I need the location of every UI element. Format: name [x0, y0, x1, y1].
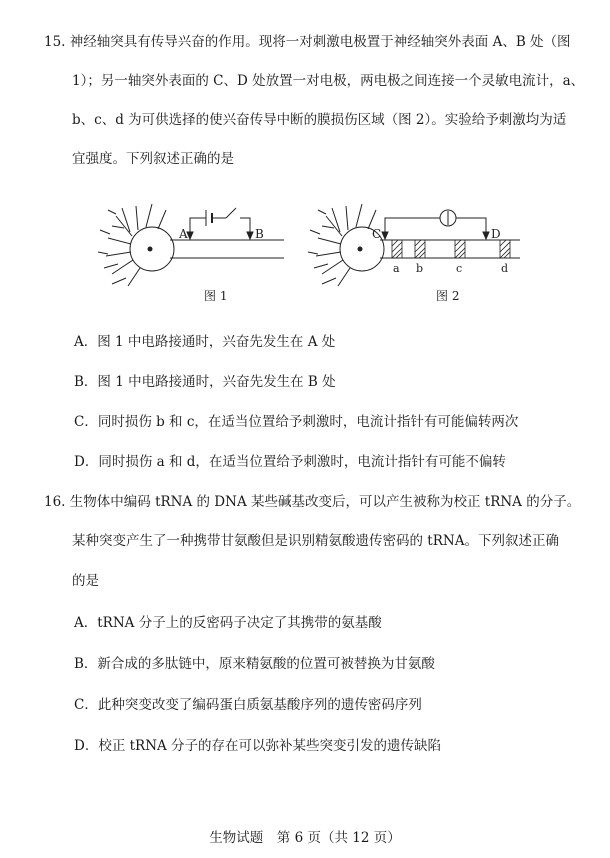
- q15-stem-line: b、c、d 为可供选择的使兴奋传导中断的膜损伤区域（图 2）。实验给予刺激均为适: [72, 112, 567, 128]
- figure-2-label-a: a: [393, 262, 400, 275]
- figure-2-galvanometer-circuit: [382, 210, 489, 239]
- figure-2-label-b: b: [416, 262, 424, 275]
- figure-2-label-c: C: [372, 227, 382, 241]
- q15-stem-line: 1）；另一轴突外表面的 C、D 处放置一对电极，两电极之间连接一个灵敏电流计，a、: [72, 73, 585, 89]
- q16-option-b: B．新合成的多肽链中，原来精氨酸的位置可被替换为甘氨酸: [74, 656, 435, 672]
- q16-number: 16.: [44, 494, 66, 510]
- figure-2-damage-zones: [392, 240, 510, 258]
- q16-stem-line: 的是: [72, 573, 99, 589]
- figure-2-label-c-small: c: [456, 262, 463, 275]
- figure-1-caption: 图 1: [204, 289, 228, 303]
- q15-stem-line: 宜强度。下列叙述正确的是: [72, 151, 234, 167]
- q16-option-a: A．tRNA 分子上的反密码子决定了其携带的氨基酸: [74, 615, 382, 631]
- page-footer: 生物试题 第 6 页（共 12 页）: [209, 830, 401, 846]
- q15-line-1: [44, 34, 571, 50]
- q15-option-a: A．图 1 中电路接通时，兴奋先发生在 A 处: [74, 334, 336, 350]
- figure-1-circuit: [187, 208, 253, 239]
- q16-option-d: D．校正 tRNA 分子的存在可以弥补某些突变引发的遗传缺陷: [74, 738, 442, 754]
- q15-option-c: C．同时损伤 b 和 c，在适当位置给予刺激时，电流计指针有可能偏转两次: [74, 414, 519, 430]
- figure-2-label-d: D: [491, 227, 501, 241]
- q15-option-d: D．同时损伤 a 和 d，在适当位置给予刺激时，电流计指针有可能不偏转: [74, 454, 506, 470]
- figure-1-label-b: B: [255, 227, 264, 241]
- q16-line-1: [44, 494, 580, 510]
- q15-stem-line: 神经轴突具有传导兴奋的作用。现将一对刺激电极置于神经轴突外表面 A、B 处（图: [69, 34, 571, 50]
- q16-stem-line: 某种突变产生了一种携带甘氨酸但是识别精氨酸遗传密码的 tRNA。下列叙述正确: [72, 533, 559, 549]
- figure-1-label-a: A: [179, 227, 188, 241]
- q15-option-b: B．图 1 中电路接通时，兴奋先发生在 B 处: [74, 374, 336, 390]
- q16-stem-line: 生物体中编码 tRNA 的 DNA 某些碱基改变后，可以产生被称为校正 tRNA 的分子。: [69, 494, 581, 510]
- q15-figures: [0, 194, 610, 314]
- q15-number: 15.: [44, 34, 66, 50]
- figure-2-label-d-small: d: [501, 262, 509, 275]
- figure-1-neuron: [98, 204, 284, 286]
- q16-option-c: C．此种突变改变了编码蛋白质氨基酸序列的遗传密码序列: [74, 697, 422, 713]
- figure-2-neuron: [308, 204, 520, 286]
- figure-2-caption: 图 2: [436, 289, 460, 303]
